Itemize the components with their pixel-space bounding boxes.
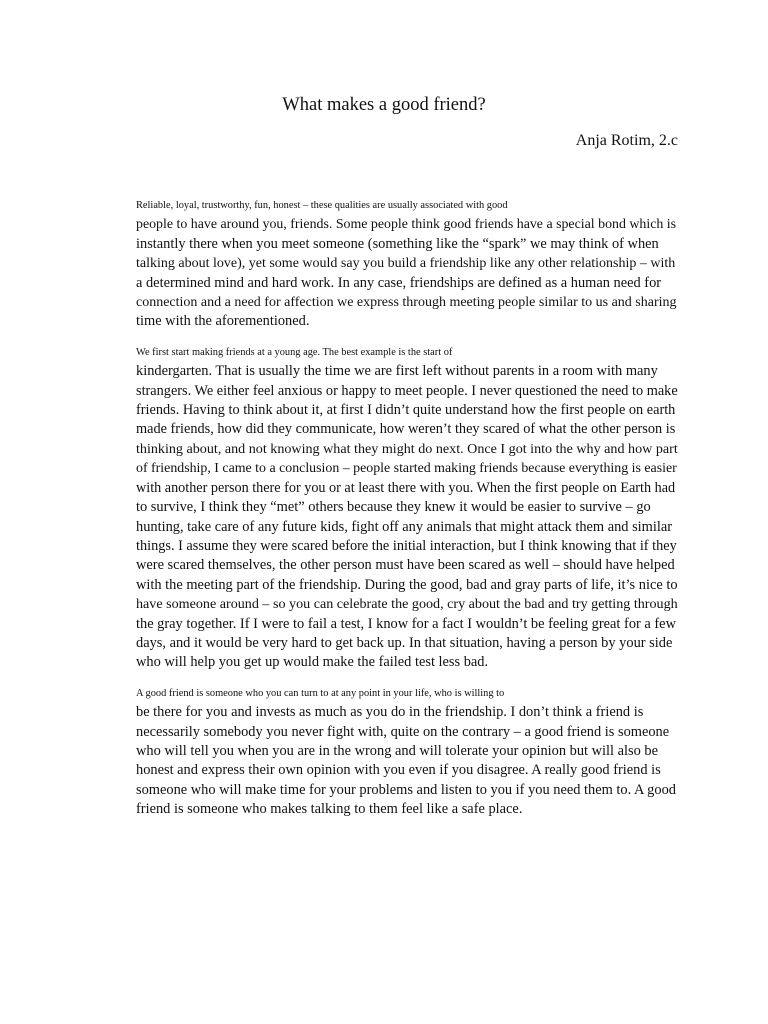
paragraph-3 (90, 684, 678, 820)
author-line: Anja Rotim, 2.c (575, 132, 678, 149)
paragraph-1 (90, 196, 678, 332)
text-line: time with the aforementioned. (136, 313, 310, 330)
text-line: made friends, how did they communicate, how weren’t they scared of what the other person is (136, 421, 676, 438)
text-line: friend is someone who makes talking to them feel like a safe place. (136, 801, 523, 818)
text-line: Reliable, loyal, trustworthy, fun, honest – these qualities are usually associated with good (136, 200, 508, 211)
text-line: talking about love), yet some would say you build a friendship like any other relationship – with (136, 256, 676, 272)
text-line: to survive, I think they “met” others because they knew it would be easier to survive – go (136, 499, 651, 516)
text-line: kindergarten. That is usually the time we are first left without parents in a room with many (136, 363, 658, 380)
text-line: honest and express their own opinion with you even if you disagree. A really good friend is (136, 762, 661, 779)
text-line: have someone around – so you can celebrate the good, cry about the bad and try getting through (136, 596, 678, 613)
text-line: things. I assume they were scared before the initial interaction, but I think knowing that if they (136, 537, 677, 554)
text-line: with another person there for you or at least there with you. When the first people on Earth had (136, 479, 676, 496)
paragraph-2 (90, 343, 678, 673)
text-line: thinking about, and not knowing what they might do next. Once I got into the why and how part (136, 440, 678, 457)
text-line: people to have around you, friends. Some people think good friends have a special bond which is (136, 217, 677, 233)
text-line: friends. Having to think about it, at first I didn’t quite understand how the first people on earth (136, 402, 676, 419)
text-line: with the meeting part of the friendship. During the good, bad and gray parts of life, it’s nice to (136, 576, 678, 593)
document-title: What makes a good friend? (282, 95, 486, 115)
text-line: the gray together. If I were to fail a test, I know for a fact I wouldn’t be feeling great for a few (136, 615, 676, 632)
text-line: who will tell you when you are in the wrong and will tolerate your opinion but will also be (136, 742, 658, 759)
text-line: instantly there when you meet someone (something like the “spark” we may think of when (136, 235, 659, 252)
text-line: We first start making friends at a young age. The best example is the start of (136, 346, 453, 358)
text-line: be there for you and invests as much as you do in the friendship. I don’t think a friend is (136, 704, 644, 721)
text-line: A good friend is someone who you can turn to at any point in your life, who is willing to (136, 687, 505, 699)
text-line: days, and it would be very hard to get back up. In that situation, having a person by your side (136, 634, 673, 651)
text-line: were scared themselves, the other person must have been scared as well – should have helped (136, 557, 675, 574)
text-line: connection and a need for affection we express through meeting people similar to us and sharing (136, 295, 677, 311)
text-line: who will help you get up would make the failed test less bad. (136, 654, 489, 671)
text-line: hunting, take care of any future kids, fight off any animals that might attack them and similar (136, 518, 673, 535)
document-body (90, 196, 678, 831)
text-line: a determined mind and hard work. In any case, friendships are defined as a human need for (136, 274, 662, 291)
text-line: of friendship, I came to a conclusion – people started making friends because everything is easier (136, 461, 677, 477)
text-line: necessarily somebody you never fight with, quite on the contrary – a good friend is someone (136, 723, 670, 740)
text-line: strangers. We either feel anxious or happy to meet people. I never questioned the need to make (136, 382, 678, 399)
text-line: someone who will make time for your problems and listen to you if you need them to. A good (136, 781, 676, 798)
